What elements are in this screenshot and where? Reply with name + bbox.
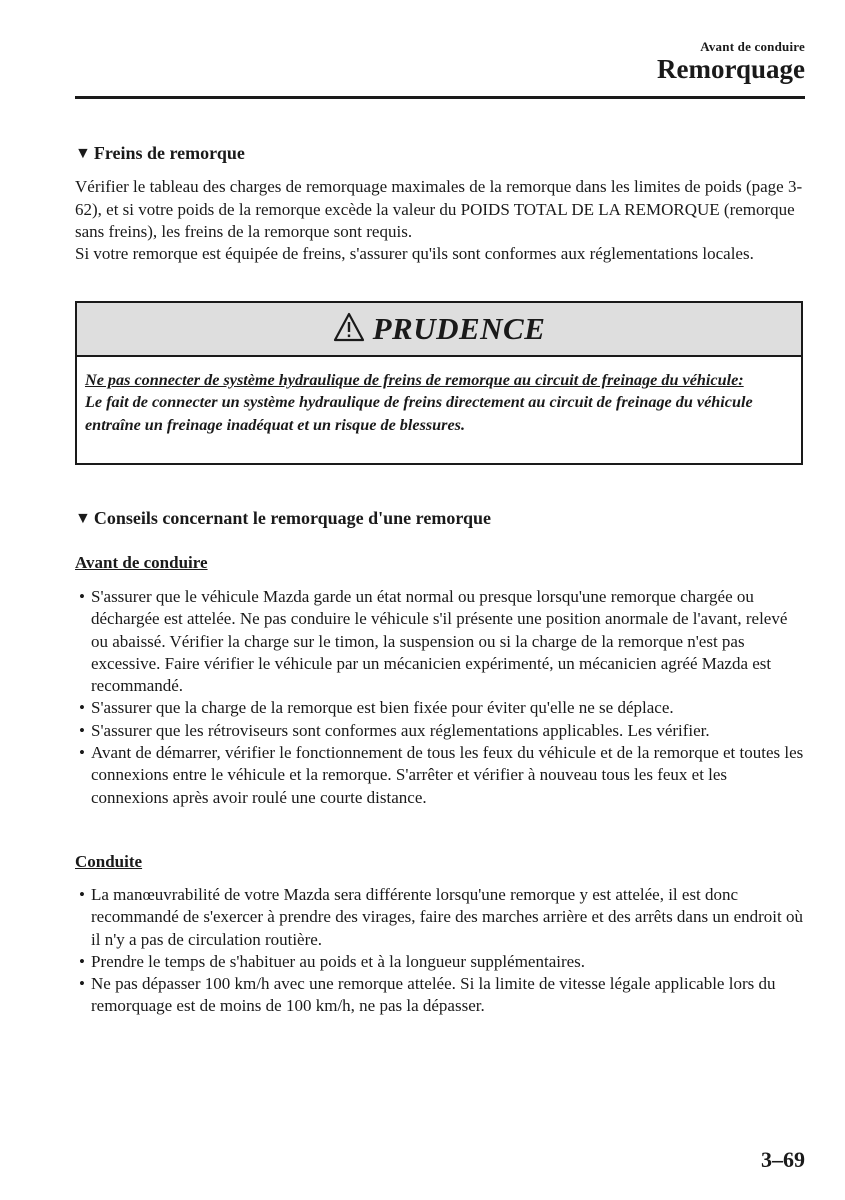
header-rule bbox=[75, 96, 805, 99]
triangle-down-icon: ▼ bbox=[75, 509, 91, 527]
caution-header bbox=[77, 303, 801, 357]
caution-box bbox=[75, 301, 803, 465]
list-item bbox=[75, 742, 805, 809]
list-driving bbox=[75, 884, 805, 1018]
bullet-icon: • bbox=[79, 698, 85, 718]
section-heading-text: Freins de remorque bbox=[93, 143, 245, 163]
subheading-before-driving: Avant de conduire bbox=[75, 553, 208, 572]
bullet-icon: • bbox=[79, 951, 85, 971]
paragraph-brake-requirements: Vérifier le tableau des charges de remorquage maximales de la remorque dans les limites de poids (page 3-62), et si votre poids de la remorque excède la valeur du POIDS TOTAL DE LA REMORQUE (remorque sans freins), les freins de la remorque sont requis. bbox=[75, 177, 803, 241]
chapter-label: Avant de conduire bbox=[700, 39, 805, 54]
caution-label: PRUDENCE bbox=[372, 311, 546, 346]
caution-warning: Ne pas connecter de système hydraulique de freins de remorque au circuit de freinage du véhicule: bbox=[85, 371, 744, 389]
subheading-driving: Conduite bbox=[75, 852, 143, 871]
list-item-text: Avant de démarrer, vérifier le fonctionnement de tous les feux du véhicule et de la remorque et toutes les connexions entre le véhicule et la remorque. S'arrêter et vérifier à nouveau tous les feux et les connexions après avoir roulé une courte distance. bbox=[91, 743, 804, 807]
caution-explanation: Le fait de connecter un système hydraulique de freins directement au circuit de freinage du véhicule entraîne un freinage inadéquat et un risque de blessures. bbox=[85, 393, 753, 434]
caution-body bbox=[77, 357, 801, 436]
page-number: 3–69 bbox=[761, 1147, 805, 1172]
page-title: Remorquage bbox=[657, 54, 805, 84]
list-before-driving bbox=[75, 586, 805, 809]
bullet-icon: • bbox=[79, 743, 85, 763]
bullet-icon: • bbox=[79, 974, 85, 994]
list-item-text: La manœuvrabilité de votre Mazda sera différente lorsqu'une remorque y est attelée, il est donc recommandé de s'exercer à prendre des virages, faire des marches arrière et des arrêts dans un endroit où il n'y a pas de circulation routière. bbox=[91, 885, 803, 949]
warning-triangle-icon bbox=[333, 312, 365, 347]
list-item-text: S'assurer que la charge de la remorque est bien fixée pour éviter qu'elle ne se déplace. bbox=[91, 698, 674, 718]
section-heading-towing-tips bbox=[75, 508, 491, 529]
list-item bbox=[75, 720, 805, 742]
list-item bbox=[75, 951, 805, 973]
list-item-text: S'assurer que les rétroviseurs sont conformes aux réglementations applicables. Les vérifier. bbox=[91, 720, 710, 740]
bullet-icon: • bbox=[79, 885, 85, 904]
list-item bbox=[75, 884, 805, 951]
list-item bbox=[75, 973, 805, 1018]
bullet-icon: • bbox=[79, 720, 85, 740]
list-item bbox=[75, 697, 805, 719]
list-item-text: Ne pas dépasser 100 km/h avec une remorque attelée. Si la limite de vitesse légale applicable lors du remorquage est de moins de 100 km/h, ne pas la dépasser. bbox=[91, 974, 776, 1016]
list-item-text: S'assurer que le véhicule Mazda garde un état normal ou presque lorsqu'une remorque chargée ou déchargée est attelée. Ne pas conduire le véhicule s'il présente une position anormale de l'avant, relevé ou abaissé. Vérifier la charge sur le timon, la suspension ou si la charge de la remorque n'est pas excessive. Faire vérifier le véhicule par un mécanicien expérimenté, un mécanicien agréé Mazda est recommandé. bbox=[91, 587, 788, 696]
section-heading-text: Conseils concernant le remorquage d'une remorque bbox=[93, 508, 491, 528]
list-item-text: Prendre le temps de s'habituer au poids et à la longueur supplémentaires. bbox=[91, 951, 586, 971]
bullet-icon: • bbox=[79, 587, 85, 606]
triangle-down-icon: ▼ bbox=[75, 144, 91, 162]
section-heading-trailer-brakes bbox=[75, 143, 245, 164]
paragraph-brake-regulations: Si votre remorque est équipée de freins, s'assurer qu'ils sont conformes aux réglementations locales. bbox=[75, 244, 754, 263]
list-item bbox=[75, 586, 805, 697]
